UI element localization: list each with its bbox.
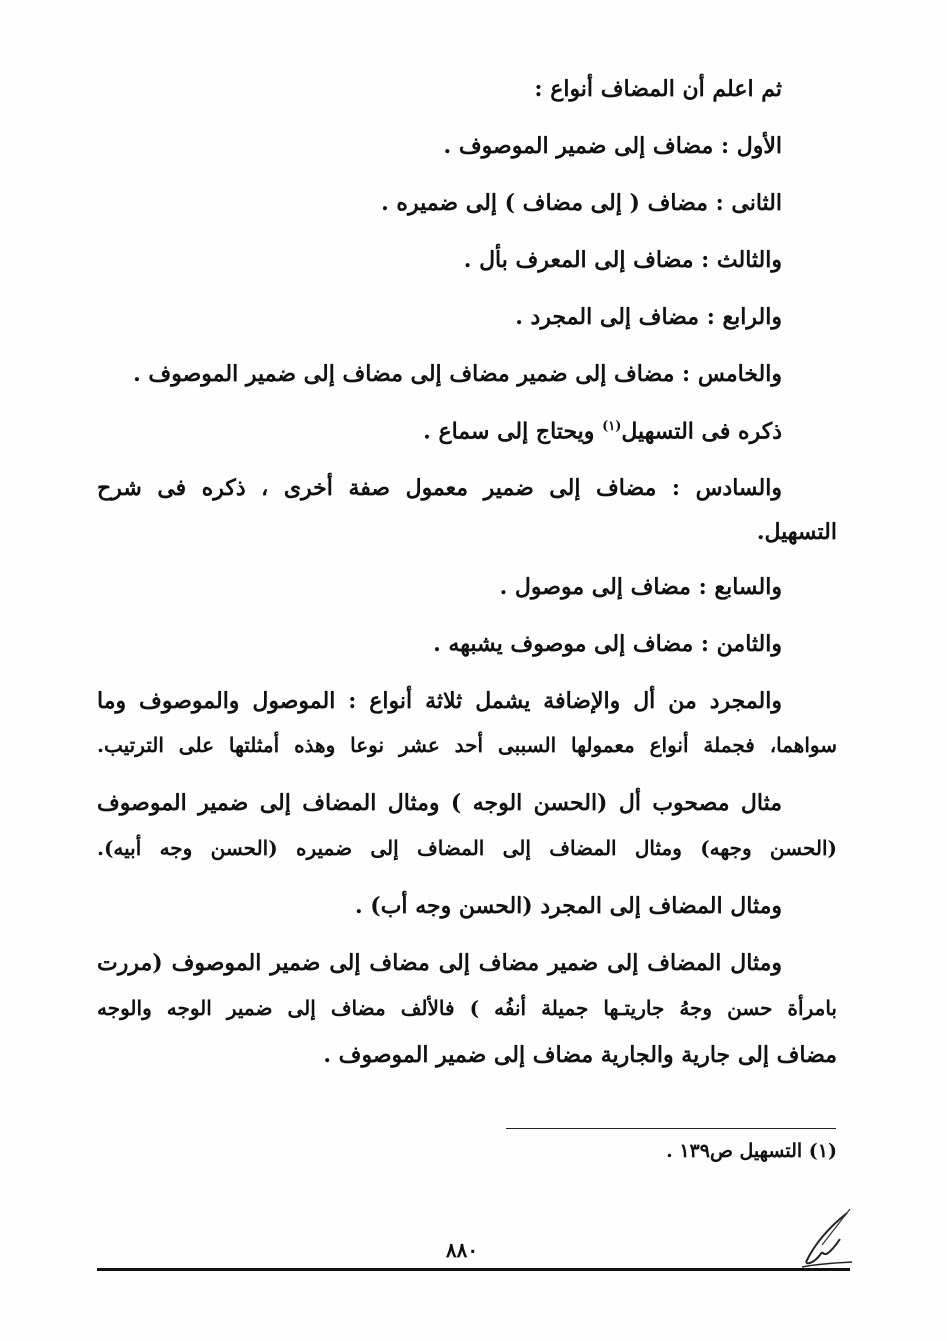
text-line-9: التسهيل. [756, 519, 837, 545]
text-line-7a: ذكره فى التسهيل [621, 418, 782, 445]
text-line-3: الثانى : مضاف ( إلى مضاف ) إلى ضميره . [381, 190, 782, 216]
text-line-7b: ويحتاج إلى سماع . [423, 418, 595, 445]
text-line-16: ومثال المضاف إلى المجرد (الحسن وجه أب) . [354, 893, 782, 919]
footnote-marker: (١) [602, 419, 622, 434]
text-line-11: والثامن : مضاف إلى موصوف يشبهه . [433, 631, 782, 657]
text-line-13: سواهما، فجملة أنواع معمولها السببى أحد عشر نوعا وهذه أمثلتها على الترتيب. [97, 733, 837, 757]
page-number: ٨٨٠ [445, 1238, 479, 1262]
footnote: (١) التسهيل ص١٣٩ . [666, 1140, 837, 1162]
text-line-1: ثم اعلم أن المضاف أنواع : [534, 76, 782, 102]
bottom-rule [97, 1268, 850, 1271]
text-line-8: والسادس : مضاف إلى ضمير معمول صفة أخرى ، ذكره فى شرح [97, 475, 782, 501]
text-line-4: والثالث : مضاف إلى المعرف بأل . [463, 247, 782, 273]
text-line-2: الأول : مضاف إلى ضمير الموصوف . [443, 133, 782, 159]
text-line-5: والرابع : مضاف إلى المجرد . [515, 304, 782, 330]
text-line-7 [423, 418, 782, 445]
signature-mark [792, 1205, 857, 1275]
text-line-10: والسابع : مضاف إلى موصول . [499, 574, 782, 600]
text-line-18: بامرأة حسن وجهُ جاريتـها جميلة أنفُه ) فالألف مضاف إلى ضمير الوجه والوجه [97, 996, 837, 1020]
text-line-17: ومثال المضاف إلى ضمير مضاف إلى مضاف إلى ضمير الموصوف (مررت [97, 950, 782, 976]
footnote-separator [506, 1128, 836, 1129]
text-line-12: والمجرد من أل والإضافة يشمل ثلاثة أنواع : الموصول والموصوف وما [97, 688, 782, 714]
text-line-15: (الحسن وجهه) ومثال المضاف إلى المضاف إلى ضميره (الحسن وجه أبيه). [97, 836, 837, 860]
text-line-6: والخامس : مضاف إلى ضمير مضاف إلى مضاف إلى ضمير الموصوف . [133, 361, 782, 387]
text-line-19: مضاف إلى جارية والجارية مضاف إلى ضمير الموصوف . [323, 1042, 837, 1068]
text-line-14: مثال مصحوب أل (الحسن الوجه ) ومثال المضاف إلى ضمير الموصوف [97, 790, 782, 816]
